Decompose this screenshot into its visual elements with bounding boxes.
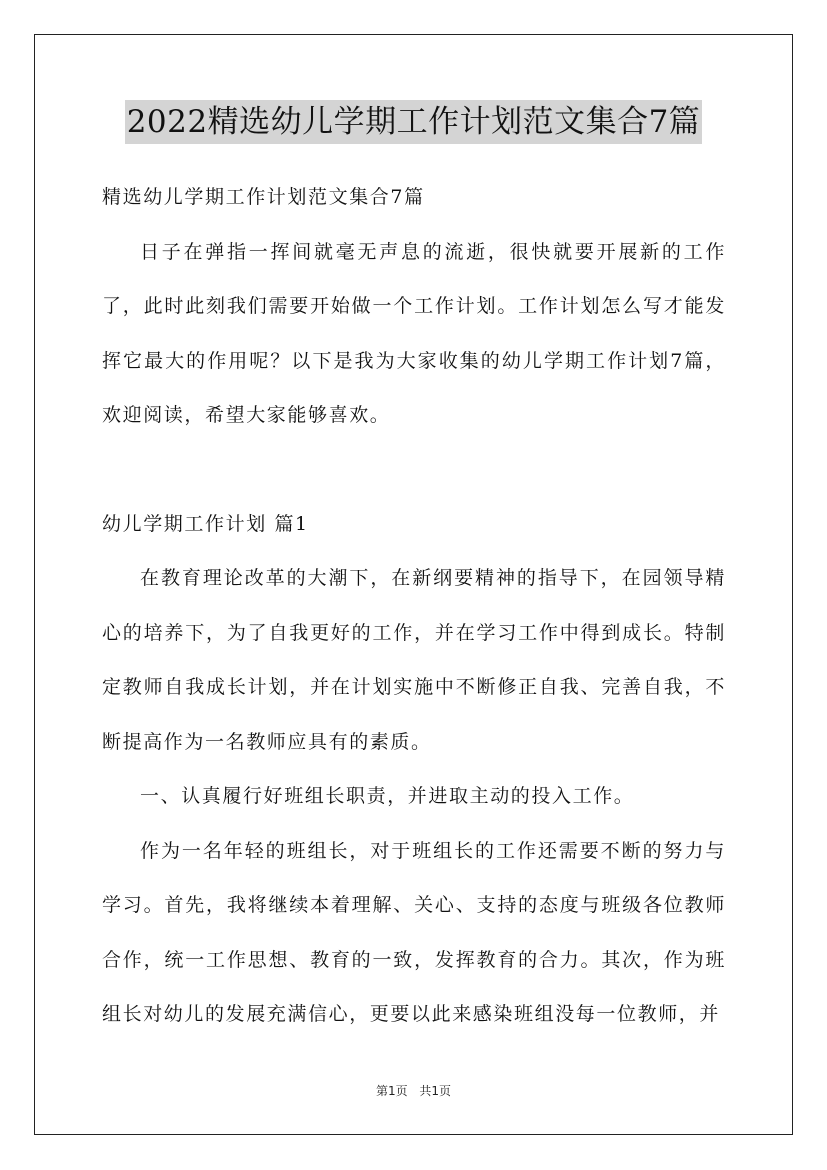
page-number: 第1页 (375, 1084, 408, 1098)
paragraph-spacer (102, 443, 726, 497)
document-body (102, 170, 726, 1042)
body-paragraph-2: 一、认真履行好班组长职责，并进取主动的投入工作。 (140, 785, 635, 807)
section-heading: 幼儿学期工作计划 篇1 (102, 512, 309, 535)
body-paragraph-1: 在教育理论改革的大潮下，在新纲要精神的指导下，在园领导精心的培养下，为了自我更好的工作，并在学习工作中得到成长。特制定教师自我成长计划，并在计划实施中不断修正自我、完善自我，不断提高作为一名教师应具有的素质。 (102, 567, 726, 753)
document-subtitle: 精选幼儿学期工作计划范文集合7篇 (102, 186, 425, 208)
document-title: 2022精选幼儿学期工作计划范文集合7篇 (125, 100, 703, 144)
page-footer (0, 1082, 827, 1099)
intro-paragraph: 日子在弹指一挥间就毫无声息的流逝，很快就要开展新的工作了，此时此刻我们需要开始做一个工作计划。工作计划怎么写才能发挥它最大的作用呢？以下是我为大家收集的幼儿学期工作计划7篇，欢迎阅读，希望大家能够喜欢。 (102, 240, 726, 426)
page-total: 共1页 (419, 1084, 452, 1098)
title-container (0, 100, 827, 144)
body-paragraph-3: 作为一名年轻的班组长，对于班组长的工作还需要不断的努力与学习。首先，我将继续本着理解、关心、支持的态度与班级各位教师合作，统一工作思想、教育的一致，发挥教育的合力。其次，作为班组长对幼儿的发展充满信心，更要以此来感染班组没每一位教师，并 (102, 839, 726, 1025)
